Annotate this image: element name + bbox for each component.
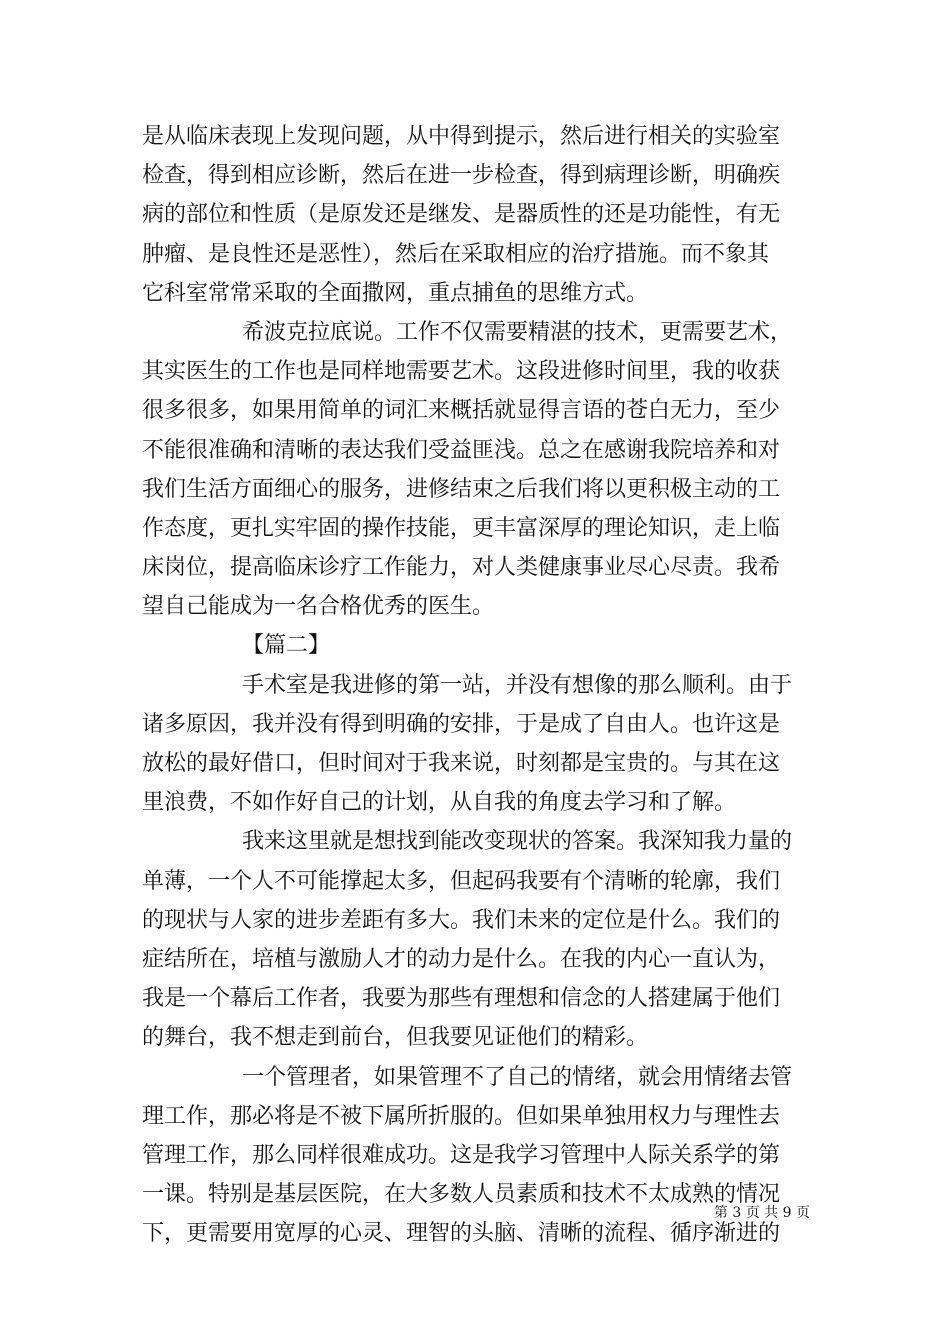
body-text <box>142 117 812 1253</box>
text-line: 症结所在，培植与激励人才的动力是什么。在我的内心一直认为， <box>142 946 781 972</box>
text-line: 手术室是我进修的第一站，并没有想像的那么顺利。由于 <box>242 672 793 698</box>
text-line: 希波克拉底说。工作不仅需要精湛的技术，更需要艺术， <box>242 319 793 345</box>
text-line: 理工作，那必将是不被下属所折服的。但如果单独用权力与理性去 <box>142 1103 781 1129</box>
text-line: 肿瘤、是良性还是恶性），然后在采取相应的治疗措施。而不象其 <box>142 241 770 267</box>
text-line: 望自己能成为一名合格优秀的医生。 <box>142 594 495 620</box>
text-line: 的舞台，我不想走到前台，但我要见证他们的精彩。 <box>142 1025 649 1051</box>
text-line: 它科室常常采取的全面撒网，重点捕鱼的思维方式。 <box>142 280 649 306</box>
text-line: 我来这里就是想找到能改变现状的答案。我深知我力量的 <box>242 829 793 855</box>
text-line: 下，更需要用宽厚的心灵、理智的头脑、清晰的流程、循序渐进的 <box>142 1221 781 1247</box>
text-line: 我是一个幕后工作者，我要为那些有理想和信念的人搭建属于他们 <box>142 986 781 1012</box>
text-line: 作态度，更扎实牢固的操作技能，更丰富深厚的理论知识，走上临 <box>142 515 781 541</box>
text-line: 一个管理者，如果管理不了自己的情绪，就会用情绪去管 <box>242 1064 793 1090</box>
text-line: 很多很多，如果用简单的词汇来概括就显得言语的苍白无力，至少 <box>142 398 781 424</box>
text-line: 床岗位，提高临床诊疗工作能力，对人类健康事业尽心尽责。我希 <box>142 555 781 581</box>
text-line: 检查，得到相应诊断，然后在进一步检查，得到病理诊断，明确疾 <box>142 163 781 189</box>
text-line: 单薄，一个人不可能撑起太多，但起码我要有个清晰的轮廓，我们 <box>142 868 781 894</box>
text-line: 是从临床表现上发现问题，从中得到提示，然后进行相关的实验室 <box>142 124 781 149</box>
text-line: 的现状与人家的进步差距有多大。我们未来的定位是什么。我们的 <box>142 907 781 933</box>
text-line: 其实医生的工作也是同样地需要艺术。这段进修时间里，我的收获 <box>142 359 781 385</box>
text-line: 管理工作，那么同样很难成功。这是我学习管理中人际关系学的第 <box>142 1142 781 1168</box>
text-line: 放松的最好借口，但时间对于我来说，时刻都是宝贵的。与其在这 <box>142 751 781 776</box>
text-line: 病的部位和性质（是原发还是继发、是器质性的还是功能性，有无 <box>142 202 781 228</box>
section-heading: 【篇二】 <box>242 633 331 659</box>
text-line: 诸多原因，我并没有得到明确的安排，于是成了自由人。也许这是 <box>142 711 781 737</box>
text-line: 一课。特别是基层医院，在大多数人员素质和技术不太成熟的情况 <box>142 1182 781 1208</box>
text-line: 我们生活方面细心的服务，进修结束之后我们将以更积极主动的工 <box>142 476 781 502</box>
text-line: 里浪费，不如作好自己的计划，从自我的角度去学习和了解。 <box>142 790 737 816</box>
page-number-footer: 第 3 页 共 9 页 <box>713 1205 810 1221</box>
text-line: 不能很准确和清晰的表达我们受益匪浅。总之在感谢我院培养和对 <box>142 437 781 463</box>
